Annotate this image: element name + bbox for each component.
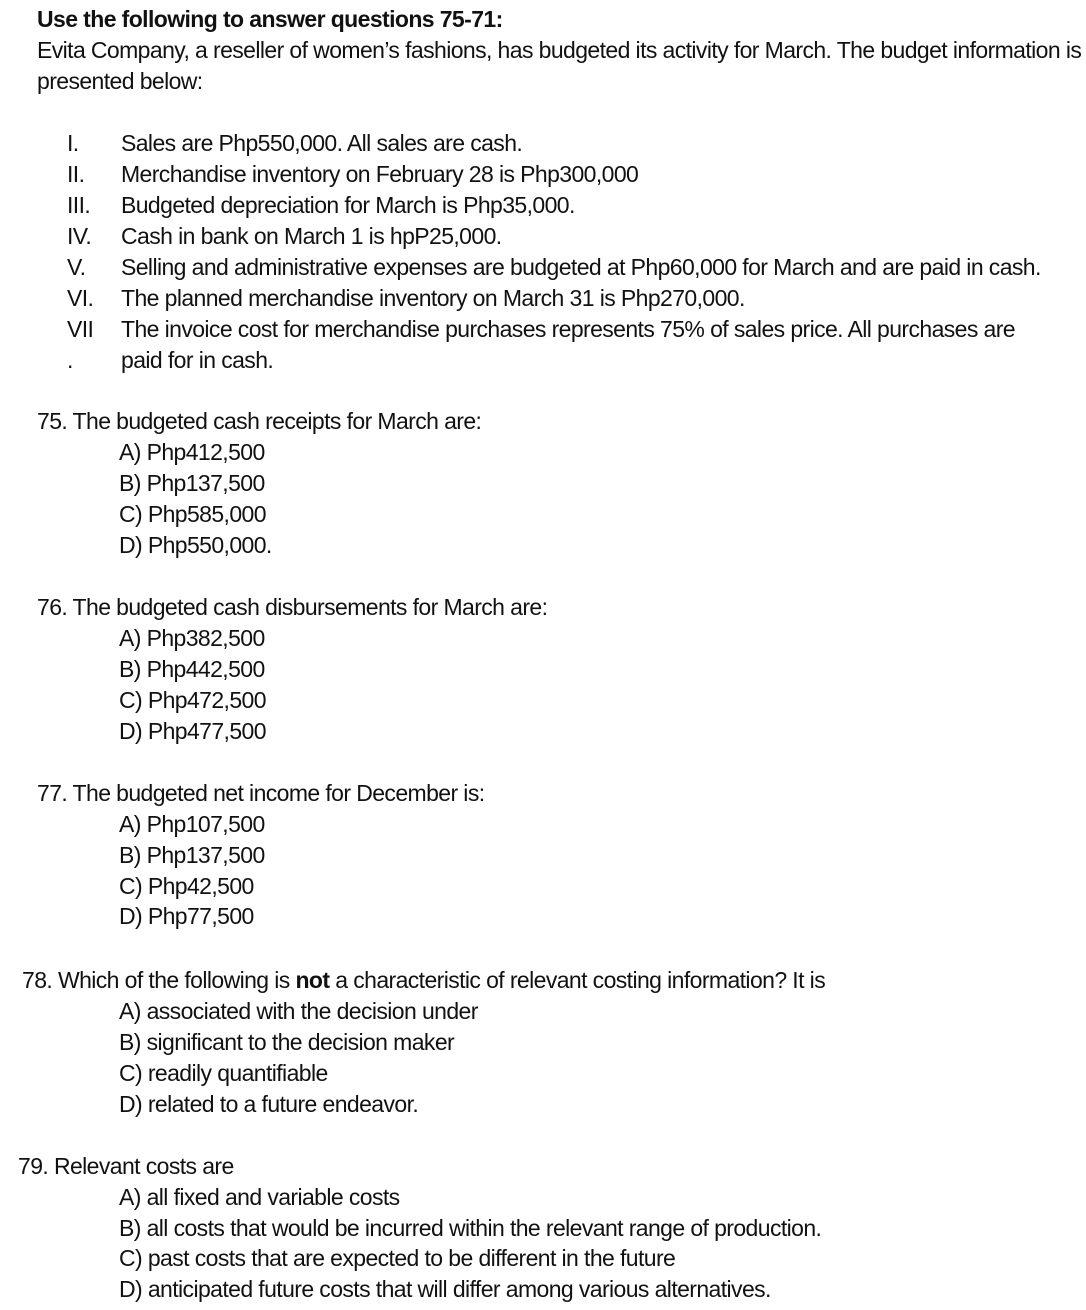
fact-numeral: VII — [67, 316, 94, 342]
answer-option-a: A) Php107,500 — [119, 811, 265, 837]
fact-numeral: IV. — [67, 223, 92, 249]
answer-option-c: C) Php585,000 — [119, 501, 266, 527]
intro-text-line-2: presented below: — [37, 68, 203, 94]
question-stem-end: a characteristic of relevant costing information? It is — [329, 967, 826, 993]
fact-numeral: II. — [67, 161, 85, 187]
fact-numeral: III. — [67, 192, 91, 218]
answer-option-b: B) all costs that would be incurred within the relevant range of production. — [119, 1215, 822, 1241]
answer-option-a: A) Php412,500 — [119, 439, 265, 465]
answer-option-a: A) associated with the decision under — [119, 998, 478, 1024]
fact-text: Selling and administrative expenses are budgeted at Php60,000 for March and are paid in cash. — [121, 254, 1041, 280]
answer-option-d: D) Php477,500 — [119, 718, 266, 744]
question-stem-start: 78. Which of the following is — [22, 967, 296, 993]
fact-numeral: I. — [67, 130, 79, 156]
intro-text-line-1: Evita Company, a reseller of women’s fashions, has budgeted its activity for March. The budget information is — [37, 37, 1082, 63]
answer-option-b: B) significant to the decision maker — [119, 1029, 455, 1055]
fact-numeral: VI. — [67, 285, 94, 311]
fact-numeral: V. — [67, 254, 86, 280]
answer-option-a: A) Php382,500 — [119, 625, 265, 651]
fact-text: The planned merchandise inventory on March 31 is Php270,000. — [121, 285, 745, 311]
answer-option-c: C) past costs that are expected to be different in the future — [119, 1245, 676, 1271]
answer-option-c: C) readily quantifiable — [119, 1060, 328, 1086]
section-title: Use the following to answer questions 75-71: — [37, 6, 503, 32]
fact-text: Merchandise inventory on February 28 is Php300,000 — [121, 161, 639, 187]
answer-option-d: D) anticipated future costs that will differ among various alternatives. — [119, 1276, 771, 1302]
question-stem — [22, 966, 825, 994]
question-stem-emphasis: not — [295, 967, 330, 993]
answer-option-c: C) Php472,500 — [119, 687, 266, 713]
fact-text: Sales are Php550,000. All sales are cash. — [121, 130, 523, 156]
question-stem: 76. The budgeted cash disbursements for March are: — [37, 594, 548, 620]
fact-numeral-continuation: . — [67, 347, 73, 373]
answer-option-d: D) related to a future endeavor. — [119, 1091, 419, 1117]
fact-text: Cash in bank on March 1 is hpP25,000. — [121, 223, 502, 249]
answer-option-d: D) Php77,500 — [119, 903, 254, 929]
fact-text-continuation: paid for in cash. — [121, 347, 274, 373]
fact-text: The invoice cost for merchandise purchases represents 75% of sales price. All purchases are — [121, 316, 1015, 342]
answer-option-a: A) all fixed and variable costs — [119, 1184, 400, 1210]
question-stem: 75. The budgeted cash receipts for March are: — [37, 408, 482, 434]
question-stem: 79. Relevant costs are — [18, 1153, 234, 1179]
answer-option-d: D) Php550,000. — [119, 532, 272, 558]
answer-option-b: B) Php442,500 — [119, 656, 265, 682]
answer-option-c: C) Php42,500 — [119, 873, 254, 899]
fact-text: Budgeted depreciation for March is Php35,000. — [121, 192, 575, 218]
answer-option-b: B) Php137,500 — [119, 842, 265, 868]
answer-option-b: B) Php137,500 — [119, 470, 265, 496]
question-stem: 77. The budgeted net income for December is: — [37, 780, 485, 806]
